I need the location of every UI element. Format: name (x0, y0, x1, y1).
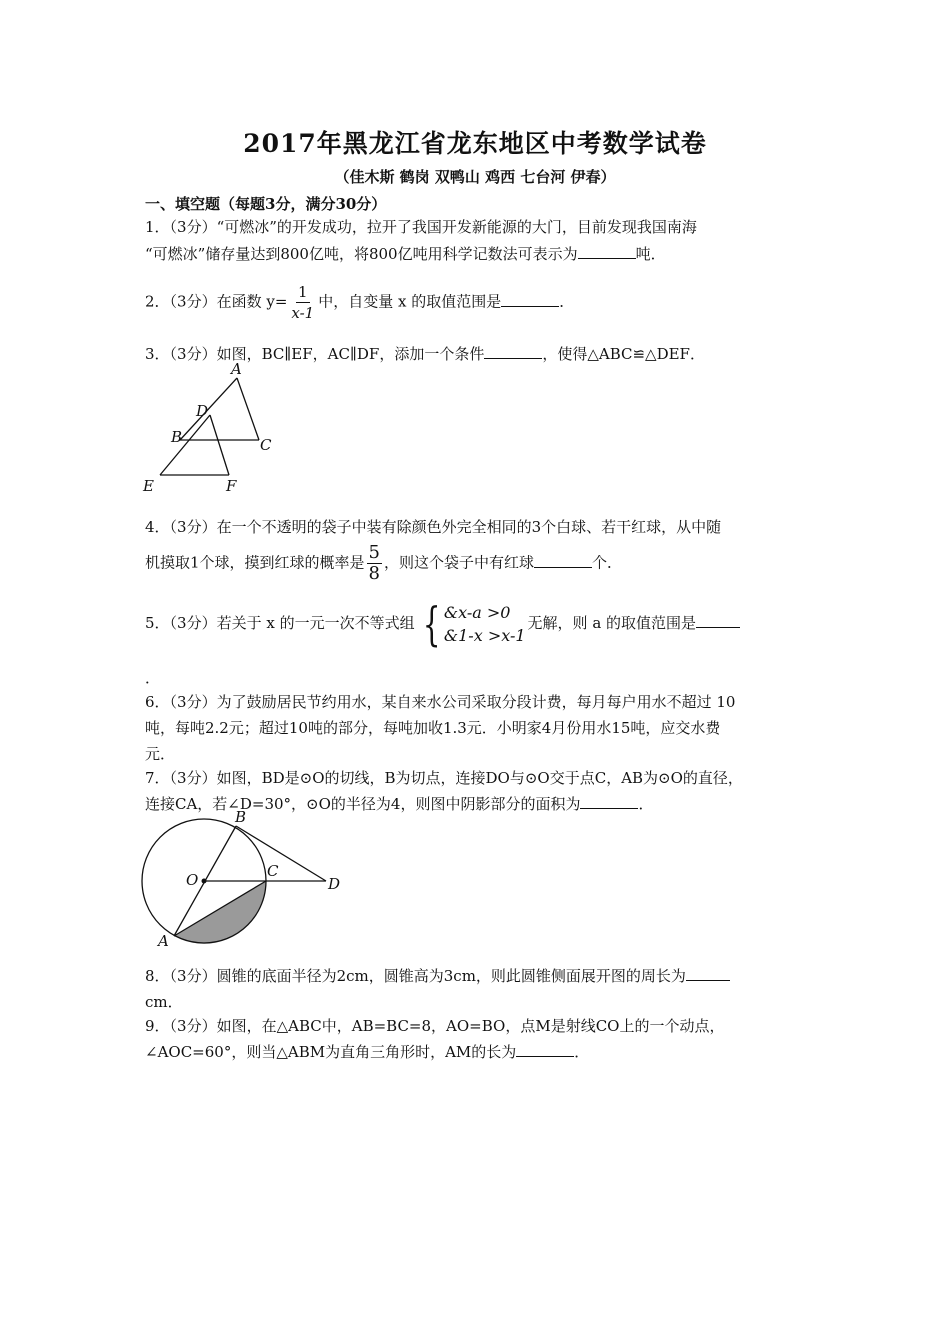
label-d: D (196, 402, 209, 420)
question-9-line-1: 9．（3分）如图，在△ABC中，AB=BC=8，AO=BO，点M是射线CO上的一个动点， (145, 1017, 725, 1035)
segment-df (210, 415, 229, 475)
label-c: C (267, 862, 279, 880)
fraction (367, 543, 382, 584)
question-7-line-1: 7．（3分）如图，BD是⊙O的切线，B为切点，连接DO与⊙O交于点C，AB为⊙O的直径， (145, 769, 743, 787)
question-4-end: 个． (592, 553, 623, 572)
question-7-end: ． (638, 795, 654, 813)
label-c: C (260, 436, 272, 454)
fraction-numerator: 1 (298, 283, 308, 301)
question-4-line-2 (145, 543, 622, 584)
question-1-text: “可燃冰”储存量达到800亿吨，将800亿吨用科学记数法可表示为 (145, 245, 578, 263)
fraction-denominator: 8 (368, 563, 380, 584)
answer-blank (578, 244, 636, 259)
label-f: F (226, 477, 237, 495)
question-4-line-1: 4．（3分）在一个不透明的袋子中装有除颜色外完全相同的3个白球、若干红球，从中随 (145, 518, 722, 536)
question-5 (145, 597, 740, 651)
label-d: D (328, 875, 341, 893)
question-2-prefix: 2．（3分）在函数 y= (145, 292, 288, 311)
fraction-denominator: x-1 (291, 304, 315, 322)
segment-ac (237, 378, 259, 440)
question-9-end: ． (574, 1043, 590, 1061)
question-6-line-2: 吨，每吨2.2元；超过10吨的部分，每吨加收1.3元．小明家4月份用水15吨，应交水费 (145, 719, 721, 737)
question-1-line-2 (145, 244, 666, 264)
question-2 (145, 282, 574, 323)
answer-blank (686, 966, 730, 981)
fraction (289, 282, 316, 323)
question-8-line-2: cm． (145, 993, 183, 1011)
circle-figure (140, 806, 350, 951)
answer-blank (580, 794, 638, 809)
center-point (202, 879, 207, 884)
question-9-text: ∠AOC=60°，则当△ABM为直角三角形时，AM的长为 (145, 1043, 517, 1061)
label-a: A (231, 360, 242, 378)
question-5-end: ． (145, 669, 161, 687)
question-6-line-1: 6．（3分）为了鼓励居民节约用水，某自来水公司采取分段计费，每月每户用水不超过 10 (145, 693, 736, 711)
question-1-line-1: 1．（3分）“可燃冰”的开发成功，拉开了我国开发新能源的大门，目前发现我国南海 (145, 218, 697, 236)
inequality-1: &x-a >0 (443, 603, 511, 622)
label-a: A (158, 932, 169, 950)
question-9-line-2 (145, 1042, 589, 1062)
tangent-bd (236, 826, 326, 881)
inequality-2: &1-x >x-1 (443, 626, 526, 645)
triangle-figure (140, 360, 280, 495)
question-3-suffix: ，使得△ABC≌△DEF． (542, 345, 705, 363)
label-b: B (235, 808, 247, 826)
question-3-prefix: 3．（3分）如图，BC∥EF，AC∥DF，添加一个条件 (145, 345, 485, 363)
label-o: O (186, 871, 199, 889)
question-2-end: ． (559, 292, 575, 311)
question-8-line-1 (145, 966, 730, 986)
question-4-prefix: 机摸取1个球，摸到红球的概率是 (145, 553, 365, 572)
question-6-line-3: 元． (145, 745, 176, 763)
fraction-numerator: 5 (368, 542, 380, 563)
inequality-system (417, 597, 526, 651)
answer-blank (534, 553, 592, 568)
question-2-suffix: 中，自变量 x 的取值范围是 (318, 292, 502, 311)
question-1-unit: 吨． (635, 245, 666, 263)
answer-blank (501, 292, 559, 307)
answer-blank (484, 344, 542, 359)
question-8-text: 8．（3分）圆锥的底面半径为2cm，圆锥高为3cm，则此圆锥侧面展开图的周长为 (145, 967, 686, 985)
label-e: E (143, 477, 154, 495)
section-heading: 一、填空题（每题3分，满分30分） (145, 195, 387, 213)
question-5-prefix: 5．（3分）若关于 x 的一元一次不等式组 (145, 614, 415, 632)
question-4-suffix: ，则这个袋子中有红球 (384, 553, 535, 572)
answer-blank (516, 1042, 574, 1057)
label-b: B (171, 428, 183, 446)
page-subtitle: （佳木斯 鹤岗 双鸭山 鸡西 七台河 伊春） (334, 168, 616, 186)
question-7-text: 连接CA，若∠D=30°，⊙O的半径为4，则图中阴影部分的面积为 (145, 795, 581, 813)
segment-de (160, 415, 210, 475)
segment-ab (180, 378, 237, 440)
answer-blank (696, 613, 740, 628)
brace: { (422, 597, 441, 651)
page-title: 2017年黑龙江省龙东地区中考数学试卷 (243, 129, 707, 158)
question-5-suffix: 无解，则 a 的取值范围是 (527, 614, 697, 632)
